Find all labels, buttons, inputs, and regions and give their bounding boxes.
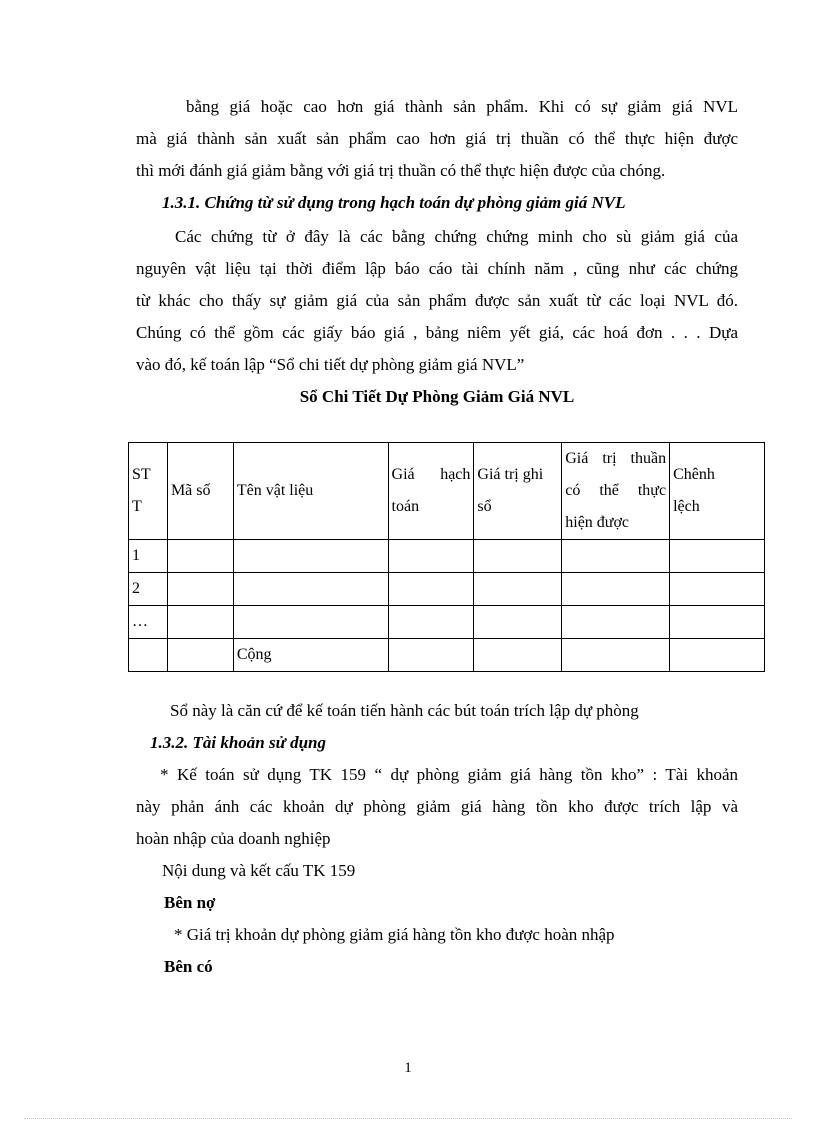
cell-stt: … [129, 606, 168, 639]
header-gia-tri-ghi-so-line-2: sổ [477, 498, 492, 515]
ben-no-item: * Giá trị khoản dự phòng giảm giá hàng tồn kho được hoàn nhập [174, 925, 615, 944]
cell-gia-hach-toan [388, 639, 474, 672]
header-gia-tri-thuan-line-1: Giá trị thuần [565, 450, 667, 467]
header-gia-hach-toan-line-1: Giá hạch [391, 466, 471, 483]
header-gia-tri-thuan [562, 443, 670, 540]
cell-chenh-lech [670, 606, 765, 639]
content-line: Nội dung và kết cấu TK 159 [162, 861, 356, 880]
cell-gia-tri-ghi-so [474, 540, 562, 573]
heading-1-3-2: 1.3.2. Tài khoản sử dụng [150, 733, 326, 752]
paragraph-2-line-2: nguyên vật liệu tại thời điểm lập báo cáo tài chính năm , cũng như các chứng [136, 259, 738, 278]
table-header-row [129, 443, 765, 540]
cell-chenh-lech [670, 540, 765, 573]
cell-gia-tri-thuan [562, 639, 670, 672]
header-chenh-lech-line-2: lệch [673, 498, 700, 515]
cell-ten-vat-lieu [233, 540, 388, 573]
table-row [129, 540, 765, 573]
header-gia-hach-toan [388, 443, 474, 540]
paragraph-2-line-1: Các chứng từ ở đây là các bằng chứng chứng minh cho sù giảm giá của [175, 227, 738, 246]
paragraph-2-line-3: từ khác cho thấy sự giảm giá của sản phẩm được sản xuất từ các loại NVL đó. [136, 291, 738, 310]
after-table-text: Sổ này là căn cứ để kế toán tiến hành các bút toán trích lập dự phòng [170, 701, 639, 720]
table-row [129, 573, 765, 606]
cell-gia-tri-thuan [562, 606, 670, 639]
cell-chenh-lech [670, 573, 765, 606]
cell-gia-tri-ghi-so [474, 606, 562, 639]
header-gia-tri-thuan-line-2: có thể thực [565, 482, 667, 499]
ben-no-heading: Bên nợ [164, 893, 216, 912]
header-chenh-lech [670, 443, 765, 540]
cell-total-label: Cộng [233, 639, 388, 672]
cell-ma-so [167, 573, 233, 606]
cell-ma-so [167, 639, 233, 672]
cell-gia-tri-ghi-so [474, 639, 562, 672]
paragraph-3-line-2: này phản ánh các khoản dự phòng giảm giá hàng tồn kho được trích lập và [136, 797, 738, 816]
ben-co-heading: Bên có [164, 957, 213, 976]
cell-gia-hach-toan [388, 573, 474, 606]
cell-stt: 2 [129, 573, 168, 606]
cell-chenh-lech [670, 639, 765, 672]
paragraph-2-line-5: vào đó, kế toán lập “Sổ chi tiết dự phòng giảm giá NVL” [136, 355, 525, 374]
paragraph-1-line-3: thì mới đánh giá giảm bằng với giá trị thuần có thể thực hiện được của chóng. [136, 161, 666, 180]
cell-gia-tri-thuan [562, 573, 670, 606]
cell-ma-so [167, 606, 233, 639]
table-total-row [129, 639, 765, 672]
table-title: Sổ Chi Tiết Dự Phòng Giảm Giá NVL [299, 387, 575, 406]
page-number: 1 [404, 1060, 412, 1076]
header-ma-so: Mã số [167, 443, 233, 540]
cell-gia-hach-toan [388, 540, 474, 573]
cell-ten-vat-lieu [233, 606, 388, 639]
paragraph-1-line-1: bằng giá hoặc cao hơn giá thành sản phẩm. Khi có sự giảm giá NVL [186, 97, 738, 116]
cell-stt: 1 [129, 540, 168, 573]
paragraph-3-line-1: * Kế toán sử dụng TK 159 “ dự phòng giảm giá hàng tồn kho” : Tài khoản [160, 765, 738, 784]
header-gia-tri-thuan-line-3: hiện được [565, 514, 630, 531]
header-gia-tri-ghi-so-line-1: Giá trị ghi [477, 466, 544, 483]
table-row [129, 606, 765, 639]
header-chenh-lech-line-1: Chênh [673, 466, 715, 483]
header-gia-hach-toan-line-2: toán [391, 498, 420, 515]
cell-ma-so [167, 540, 233, 573]
heading-1-3-1: 1.3.1. Chứng từ sử dụng trong hạch toán dự phòng giảm giá NVL [162, 193, 626, 212]
cell-ten-vat-lieu [233, 573, 388, 606]
paragraph-1-line-2: mà giá thành sản xuất sản phẩm cao hơn giá trị thuần có thể thực hiện được [136, 129, 738, 148]
header-gia-tri-ghi-so [474, 443, 562, 540]
header-ten-vat-lieu: Tên vật liệu [233, 443, 388, 540]
paragraph-3-line-3: hoàn nhập của doanh nghiệp [136, 829, 331, 848]
cell-gia-tri-ghi-so [474, 573, 562, 606]
paragraph-2-line-4: Chúng có thể gồm các giấy báo giá , bảng niêm yết giá, các hoá đơn . . . Dựa [136, 323, 738, 342]
cell-stt [129, 639, 168, 672]
header-stt-line-2: T [132, 498, 142, 515]
ledger-table [128, 442, 765, 672]
cell-gia-tri-thuan [562, 540, 670, 573]
footer-divider [24, 1118, 792, 1119]
header-stt [129, 443, 168, 540]
cell-gia-hach-toan [388, 606, 474, 639]
header-stt-line-1: ST [132, 466, 151, 483]
